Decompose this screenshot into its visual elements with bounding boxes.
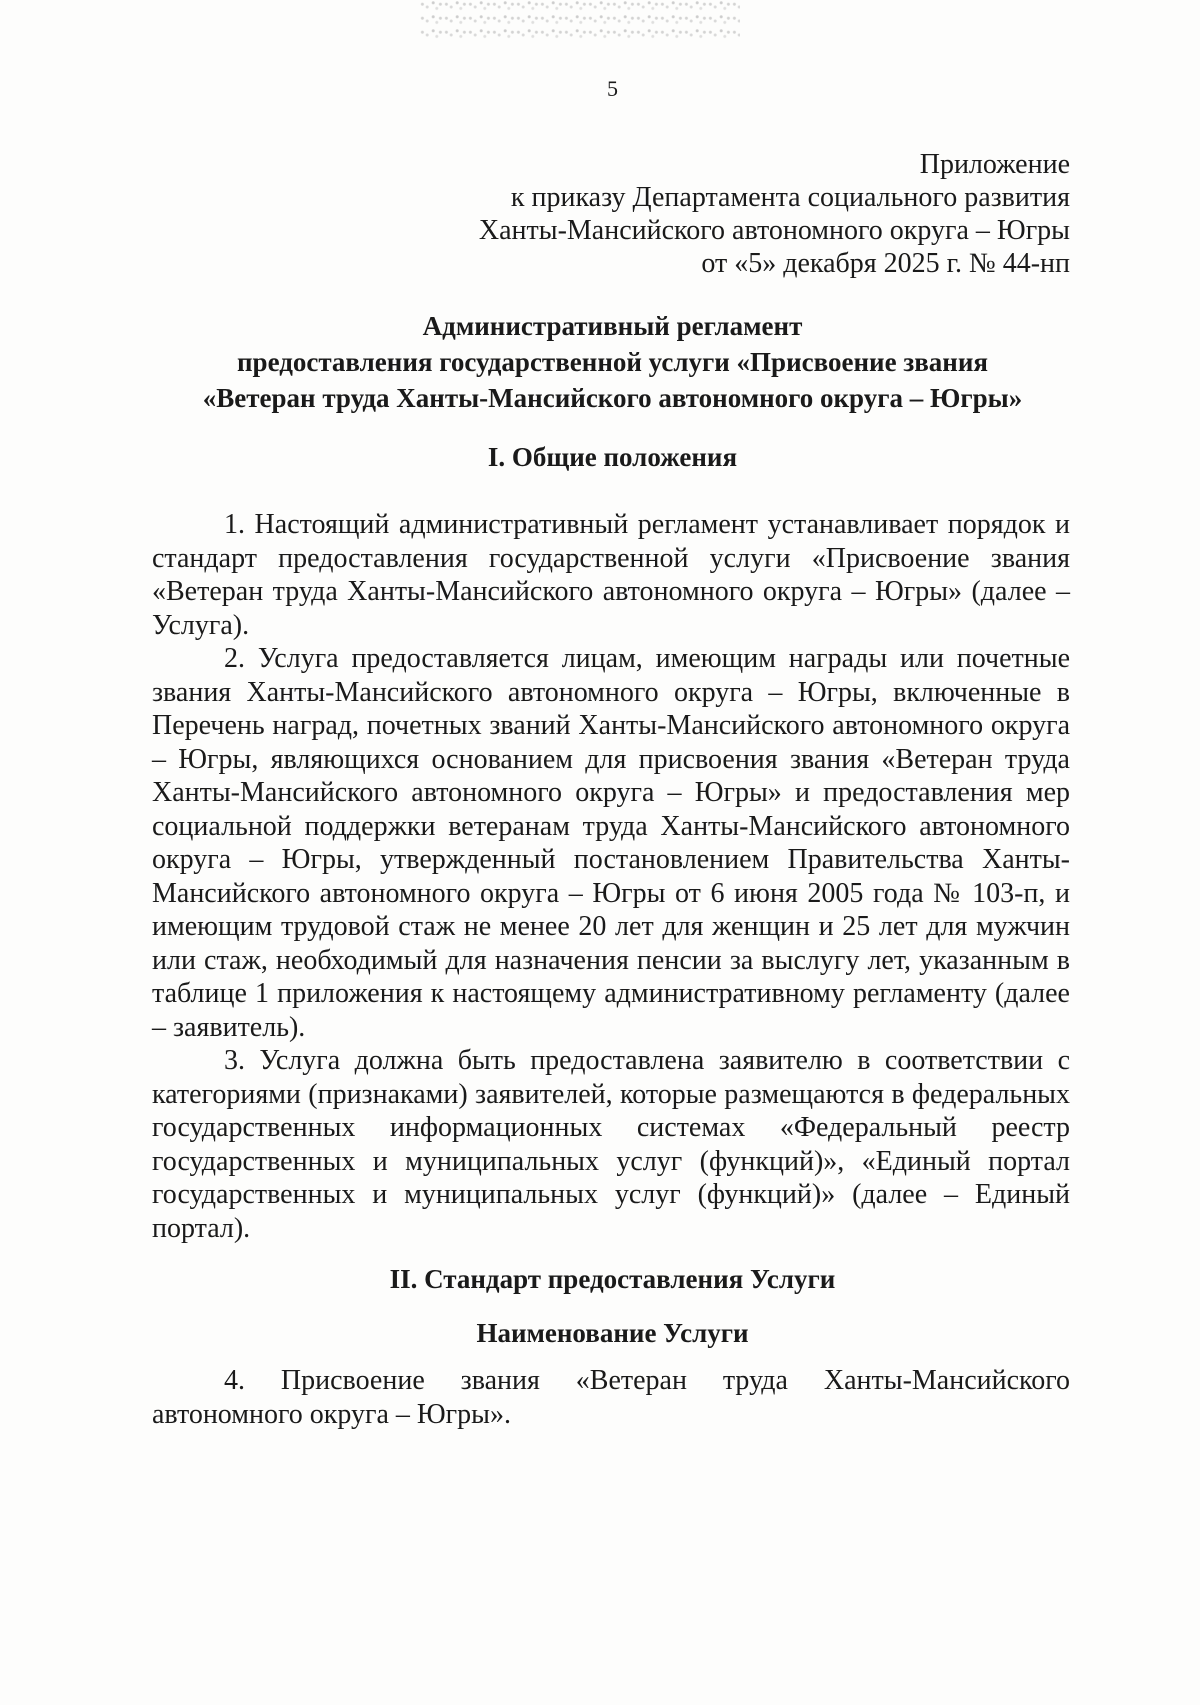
page-number: 5 [607, 76, 618, 101]
appendix-line: Приложение [919, 149, 1070, 180]
paragraph: 3. Услуга должна быть предоставлена заявителю в соответствии с категориями (признаками) заявителей, которые размещаются в федеральных государственных информационных системах «Федеральный реестр государственных и муниципальных услуг (функций)», «Единый портал государственных и муниципальных услуг (функций)» (далее – Единый портал). [152, 1045, 1070, 1244]
appendix-block [479, 148, 1070, 280]
section2-body [152, 1364, 1070, 1431]
section-heading: I. Общие положения [487, 442, 738, 472]
subsection-heading: Наименование Услуги [476, 1318, 749, 1348]
paragraph: 4. Присвоение звания «Ветеран труда Ханты-Мансийского автономного округа – Югры». [152, 1365, 1070, 1430]
title-line: Административный регламент [422, 311, 803, 341]
section1-body [152, 508, 1070, 1245]
appendix-line: к приказу Департамента социального развития [510, 182, 1070, 213]
section-heading: II. Стандарт предоставления Услуги [389, 1264, 836, 1294]
appendix-line: Ханты-Мансийского автономного округа – Югры [478, 215, 1070, 246]
document-title [0, 308, 1200, 416]
scan-artifact [420, 0, 740, 40]
paragraph: 2. Услуга предоставляется лицам, имеющим награды или почетные звания Ханты-Мансийского автономного округа – Югры, включенные в Перечень наград, почетных званий Ханты-Мансийского автономного округа – Югры, являющихся основанием для присвоения звания «Ветеран труда Ханты-Мансийского автономного округа – Югры» и предоставления мер социальной поддержки ветеранам труда Ханты-Мансийского автономного округа – Югры, утвержденный постановлением Правительства Ханты-Мансийского автономного округа – Югры от 6 июня 2005 года № 103-п, и имеющим трудовой стаж не менее 20 лет для женщин и 25 лет для мужчин или стаж, необходимый для назначения пенсии за выслугу лет, указанным в таблице 1 приложения к настоящему административному регламенту (далее – заявитель). [152, 643, 1070, 1043]
title-line: предоставления государственной услуги «Присвоение звания [237, 347, 988, 377]
paragraph: 1. Настоящий административный регламент устанавливает порядок и стандарт предоставления государственной услуги «Присвоение звания «Ветеран труда Ханты-Мансийского автономного округа – Югры» (далее – Услуга). [152, 509, 1070, 641]
appendix-line: от «5» декабря 2025 г. № 44-нп [701, 248, 1070, 279]
title-line: «Ветеран труда Ханты-Мансийского автономного округа – Югры» [202, 383, 1023, 413]
